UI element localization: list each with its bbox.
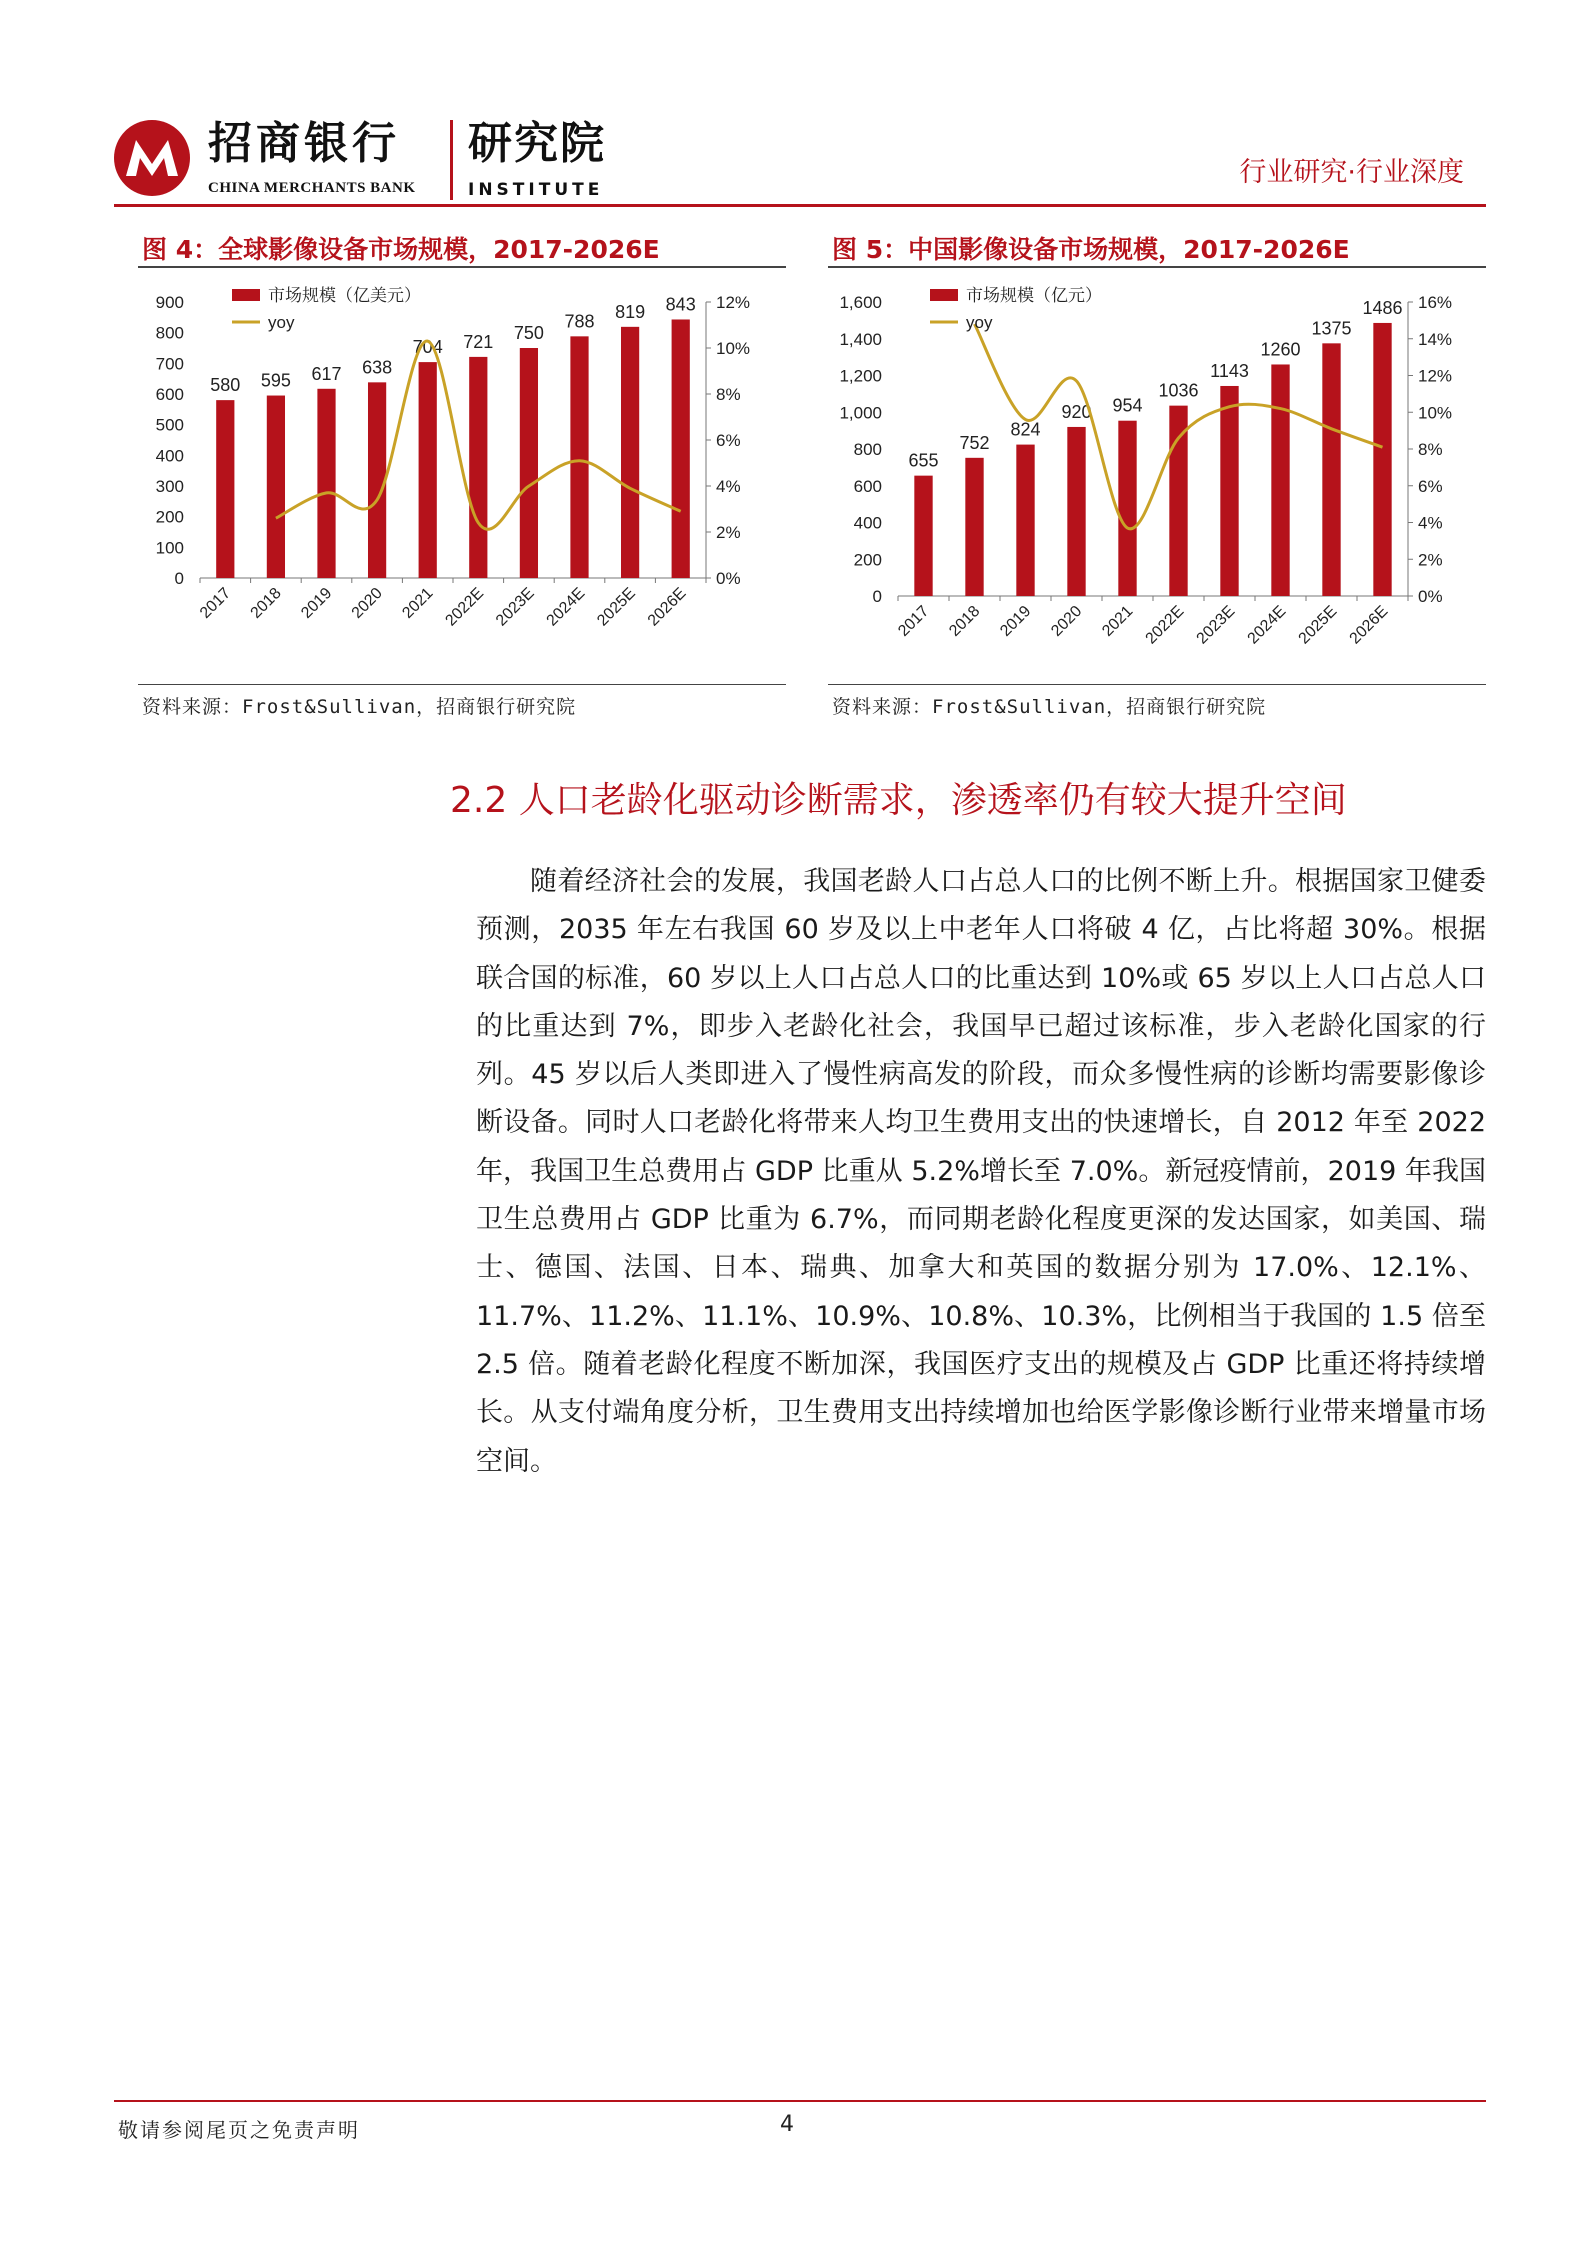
bar [1067,427,1085,596]
figure-5-chart [828,276,1486,676]
institute-name-cn: 研究院 [468,118,606,169]
y-tick-right-label: 14% [1418,329,1453,349]
y-tick-left-label: 1,000 [839,403,882,423]
x-tick-label: 2024E [543,584,589,630]
figure-5-bottom-rule [828,684,1486,685]
bar [216,400,234,578]
y-tick-left-label: 0 [872,587,882,606]
y-tick-left-label: 400 [853,513,882,533]
legend-bar-label: 市场规模（亿美元） [268,286,421,305]
bar [317,389,335,578]
x-tick-label: 2018 [946,602,984,640]
legend-bar-swatch [930,289,958,301]
y-tick-right-label: 0% [1418,587,1443,606]
figure-5-title: 图 5：中国影像设备市场规模，2017-2026E [832,235,1350,264]
y-tick-right-label: 2% [716,523,741,542]
x-tick-label: 2021 [1099,602,1137,640]
bar [672,319,690,578]
y-tick-left-label: 200 [853,550,882,570]
figure-5-top-rule [828,266,1486,268]
y-tick-right-label: 4% [716,477,741,496]
footer-divider [114,2100,1486,2102]
body-paragraph: 随着经济社会的发展，我国老龄人口占总人口的比例不断上升。根据国家卫健委预测，2035 年左右我国 60 岁及以上中老年人口将破 4 亿，占比将超 30%。根据联合国的标准，60 岁以上人口占总人口的比重达到 10%或 65 岁以上人口占总人口的比重达到 7%，即步入老龄化社会，我国早已超过该标准，步入老龄化国家的行列。45 岁以后人类即进入了慢性病高发的阶段，而众多慢性病的诊断均需要影像诊断设备。同时人口老龄化将带来人均卫生费用支出的快速增长，自 2012 年至 2022 年，我国卫生总费用占 GDP 比重从 5.2%增长至 7.0%。新冠疫情前，2019 年我国卫生总费用占 GDP 比重为 6.7%，而同期老龄化程度更深的发达国家，如美国、瑞士、德国、法国、日本、瑞典、加拿大和英国的数据分别为 17.0%、12.1%、11.7%、11.2%、11.1%、10.9%、10.8%、10.3%，比例相当于我国的 1.5 倍至 2.5 倍。随着老龄化程度不断加深，我国医疗支出的规模及占 GDP 比重还将持续增长。从支付端角度分析，卫生费用支出持续增加也给医学影像诊断行业带来增量市场空间。 [476,866,1486,1477]
bar [965,458,983,596]
x-tick-label: 2025E [1295,602,1341,648]
y-tick-left-label: 800 [853,440,882,459]
bar-value-label: 595 [260,370,291,391]
x-tick-label: 2026E [644,584,690,630]
logo-divider [450,120,453,200]
y-tick-left-label: 1,200 [839,366,882,386]
x-tick-label: 2017 [895,602,933,640]
bar-value-label: 721 [463,331,494,352]
legend-line-label: yoy [966,313,993,332]
bar [1373,323,1391,596]
bar-value-label: 920 [1061,401,1092,422]
bar [520,348,538,578]
y-tick-right-label: 4% [1418,513,1443,533]
y-tick-right-label: 8% [716,385,741,404]
y-tick-right-label: 6% [1418,476,1443,496]
y-tick-left-label: 300 [155,477,184,496]
bar [469,357,487,578]
bar [1169,406,1187,596]
y-tick-left-label: 600 [853,476,882,496]
y-tick-left-label: 200 [155,507,184,527]
x-tick-label: 2020 [348,584,386,622]
bar [368,382,386,578]
bar-value-label: 1260 [1260,339,1301,360]
x-tick-label: 2025E [594,584,639,630]
figure-4-bottom-rule [138,684,786,685]
legend-bar-label: 市场规模（亿元） [966,286,1102,305]
bar [1322,343,1340,596]
y-tick-right-label: 12% [716,293,751,312]
x-tick-label: 2022E [442,584,488,630]
y-tick-left-label: 1,400 [839,329,882,349]
x-tick-label: 2024E [1244,602,1290,648]
y-tick-right-label: 6% [716,431,741,450]
bar-value-label: 638 [362,357,393,378]
header-divider [114,204,1486,207]
bar [419,362,437,578]
y-tick-right-label: 10% [1418,403,1453,423]
y-tick-left-label: 500 [155,415,184,435]
body-text [476,858,1486,1486]
bar-value-label: 819 [615,301,646,322]
bar-value-label: 1036 [1158,380,1199,401]
y-tick-left-label: 0 [174,569,184,588]
page-number: 4 [780,2112,794,2137]
bar-value-label: 843 [665,294,696,315]
legend-line-label: yoy [268,313,295,332]
y-tick-left-label: 100 [155,538,184,558]
bar-value-label: 704 [412,337,443,358]
bar-value-label: 617 [311,363,342,384]
x-tick-label: 2019 [298,584,336,622]
x-tick-label: 2020 [1048,602,1086,640]
x-tick-label: 2026E [1346,602,1392,648]
bar-value-label: 1486 [1362,297,1403,318]
y-tick-left-label: 1,600 [839,293,882,312]
y-tick-right-label: 0% [716,569,741,588]
bar [1016,445,1034,596]
bar [267,396,285,578]
bar-value-label: 750 [513,323,544,343]
bar [1220,386,1238,596]
y-tick-left-label: 900 [155,293,184,312]
bar-value-label: 824 [1010,419,1041,440]
bar-value-label: 954 [1112,395,1143,416]
figure-4-chart [138,276,786,676]
legend-bar-swatch [232,289,260,301]
x-tick-label: 2023E [1193,602,1239,648]
y-tick-left-label: 600 [155,385,184,404]
bar-value-label: 1375 [1311,318,1352,339]
bar-value-label: 1143 [1210,360,1249,381]
bar [1118,421,1136,596]
y-tick-right-label: 12% [1418,366,1453,386]
x-tick-label: 2022E [1142,602,1188,648]
bank-name-cn: 招商银行 [208,118,400,169]
report-category: 行业研究·行业深度 [1239,157,1464,188]
institute-name-en: INSTITUTE [468,180,604,200]
x-tick-label: 2018 [247,584,285,622]
bar-value-label: 655 [908,450,939,471]
y-tick-right-label: 2% [1418,550,1443,570]
y-tick-right-label: 10% [716,339,751,358]
figure-4-title: 图 4：全球影像设备市场规模，2017-2026E [142,235,660,264]
bar [914,476,932,596]
figure-5-source: 资料来源：Frost&Sullivan，招商银行研究院 [832,696,1267,718]
bar-value-label: 580 [210,375,241,396]
y-tick-left-label: 400 [155,446,184,466]
bar-value-label: 752 [959,432,990,453]
bar [570,336,588,578]
bank-name-en: CHINA MERCHANTS BANK [208,180,416,196]
cmb-logo-icon [112,118,192,198]
x-tick-label: 2021 [399,584,437,622]
figure-4-source: 资料来源：Frost&Sullivan，招商银行研究院 [142,696,577,718]
figure-4-top-rule [138,266,786,268]
y-tick-left-label: 800 [155,323,184,343]
bar [1271,364,1289,596]
y-tick-right-label: 8% [1418,440,1443,459]
bar-value-label: 788 [564,311,595,332]
x-tick-label: 2019 [997,602,1035,640]
y-tick-left-label: 700 [155,354,184,374]
y-tick-right-label: 16% [1418,293,1453,312]
footer-disclaimer: 敬请参阅尾页之免责声明 [118,2118,360,2142]
bar [621,327,639,578]
section-title: 2.2 人口老龄化驱动诊断需求，渗透率仍有较大提升空间 [450,780,1347,821]
x-tick-label: 2017 [196,584,235,622]
x-tick-label: 2023E [492,584,538,630]
